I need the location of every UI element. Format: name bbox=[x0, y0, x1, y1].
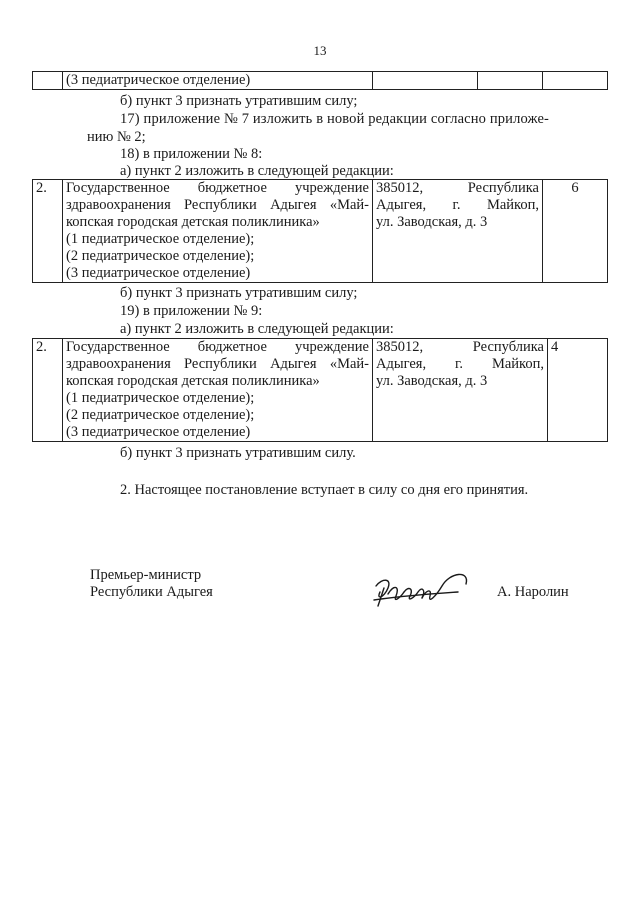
paragraph: б) пункт 3 признать утратившим силу; bbox=[120, 93, 358, 109]
institution-cell bbox=[63, 339, 373, 442]
paragraph: б) пункт 3 признать утратившим силу; bbox=[120, 285, 358, 301]
paragraph: б) пункт 3 признать утратившим силу. bbox=[120, 445, 356, 461]
table-continuation bbox=[32, 71, 608, 90]
institution-line: здравоохранения Республики Адыгея «Май- bbox=[66, 197, 369, 213]
table-cell: (3 педиатрическое отделение) bbox=[63, 72, 373, 90]
table-row bbox=[33, 72, 608, 90]
row-number: 2. bbox=[33, 180, 63, 283]
department-line: (2 педиатрическое отделение); bbox=[66, 407, 255, 423]
address-line: ул. Заводская, д. 3 bbox=[376, 373, 488, 389]
address-cell bbox=[373, 180, 543, 283]
count-cell: 4 bbox=[548, 339, 608, 442]
address-cell bbox=[373, 339, 548, 442]
paragraph: 19) в приложении № 9: bbox=[120, 303, 263, 319]
paragraph: а) пункт 2 изложить в следующей редакции: bbox=[120, 163, 394, 179]
signatory-title: Премьер-министр bbox=[90, 567, 202, 583]
paragraph: 17) приложение № 7 изложить в новой редакции согласно приложе- bbox=[120, 111, 550, 127]
department-line: (1 педиатрическое отделение); bbox=[66, 231, 255, 247]
paragraph: нию № 2; bbox=[87, 129, 146, 145]
count-cell: 6 bbox=[543, 180, 608, 283]
institution-line: Государственное бюджетное учреждение bbox=[66, 180, 369, 196]
paragraph: а) пункт 2 изложить в следующей редакции: bbox=[120, 321, 394, 337]
signatory-title: Республики Адыгея bbox=[90, 584, 213, 600]
signatory-name: А. Наролин bbox=[497, 584, 569, 600]
address-line: 385012, Республика bbox=[376, 339, 544, 355]
address-line: Адыгея, г. Майкоп, bbox=[376, 197, 539, 213]
table-appendix-8 bbox=[32, 179, 608, 283]
address-line: 385012, Республика bbox=[376, 180, 539, 196]
handwritten-signature bbox=[370, 566, 480, 616]
institution-cell bbox=[63, 180, 373, 283]
page-number: 13 bbox=[313, 43, 327, 58]
table-row bbox=[33, 180, 608, 283]
department-line: (2 педиатрическое отделение); bbox=[66, 248, 255, 264]
department-line: (3 педиатрическое отделение) bbox=[66, 424, 251, 440]
address-line: Адыгея, г. Майкоп, bbox=[376, 356, 544, 372]
paragraph: 2. Настоящее постановление вступает в силу со дня его принятия. bbox=[120, 482, 529, 498]
institution-line: Государственное бюджетное учреждение bbox=[66, 339, 369, 355]
department-line: (3 педиатрическое отделение) bbox=[66, 265, 251, 281]
table-appendix-9 bbox=[32, 338, 608, 442]
department-line: (1 педиатрическое отделение); bbox=[66, 390, 255, 406]
institution-line: копская городская детская поликлиника» bbox=[66, 214, 320, 230]
address-line: ул. Заводская, д. 3 bbox=[376, 214, 488, 230]
institution-line: здравоохранения Республики Адыгея «Май- bbox=[66, 356, 369, 372]
paragraph: 18) в приложении № 8: bbox=[120, 146, 263, 162]
institution-line: копская городская детская поликлиника» bbox=[66, 373, 320, 389]
table-row bbox=[33, 339, 608, 442]
row-number: 2. bbox=[33, 339, 63, 442]
